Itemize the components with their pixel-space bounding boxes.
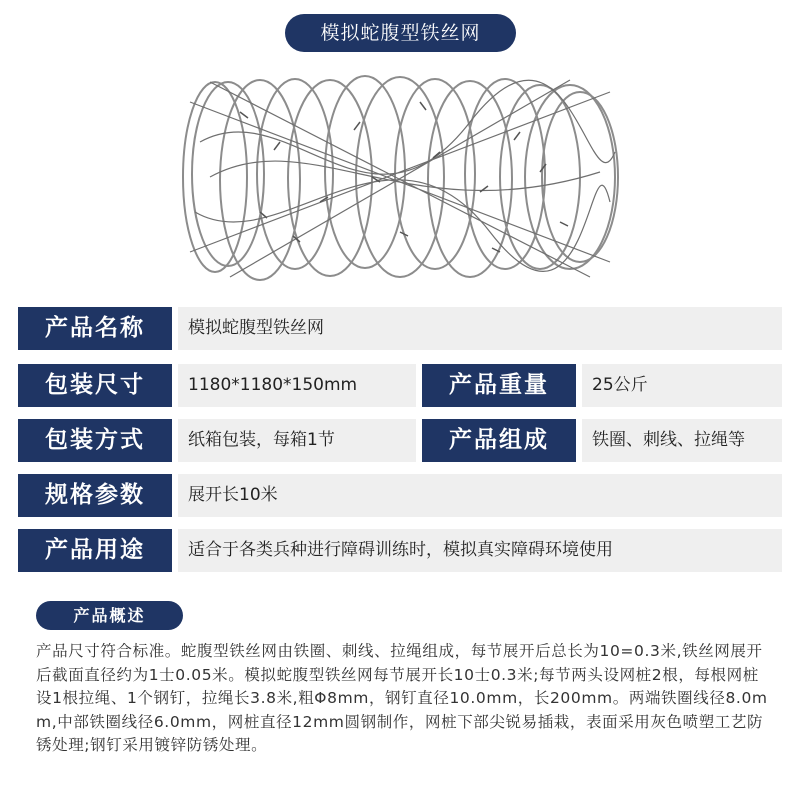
spec-value-packing: 纸箱包装，每箱1节 [178, 419, 416, 462]
spec-label-parameters: 规格参数 [18, 474, 172, 517]
spec-label-packing: 包装方式 [18, 419, 172, 462]
product-photo [170, 62, 630, 292]
spec-value-product-name: 模拟蛇腹型铁丝网 [178, 307, 782, 350]
spec-value-parameters: 展开长10米 [178, 474, 782, 517]
overview-heading: 产品概述 [36, 601, 183, 630]
spec-value-package-size: 1180*1180*150mm [178, 364, 416, 407]
spec-label-weight: 产品重量 [422, 364, 576, 407]
spec-label-usage: 产品用途 [18, 529, 172, 572]
spec-value-weight: 25公斤 [582, 364, 782, 407]
spec-label-package-size: 包装尺寸 [18, 364, 172, 407]
spec-label-composition: 产品组成 [422, 419, 576, 462]
spec-value-composition: 铁圈、刺线、拉绳等 [582, 419, 782, 462]
overview-text: 产品尺寸符合标准。蛇腹型铁丝网由铁圈、刺线、拉绳组成，每节展开后总长为10=0.3米,铁丝网展开后截面直径约为1士0.05米。模拟蛇腹型铁丝网每节展开长10士0.3米;每节两头设网桩2根，每根网桩设1根拉绳、1个钢钉，拉绳长3.8米,粗Φ8mm，钢钉直径10.0mm，长200mm。两端铁圈线径8.0mm,中部铁圈线径6.0mm，网桩直径12mm圆钢制作，网桩下部尖锐易插栽，表面采用灰色喷塑工艺防锈处理;钢钉采用镀锌防锈处理。 [36, 642, 768, 754]
page-title: 模拟蛇腹型铁丝网 [285, 14, 516, 52]
spec-label-product-name: 产品名称 [18, 307, 172, 350]
spec-value-usage: 适合于各类兵种进行障碍训练时，模拟真实障碍环境使用 [178, 529, 782, 572]
